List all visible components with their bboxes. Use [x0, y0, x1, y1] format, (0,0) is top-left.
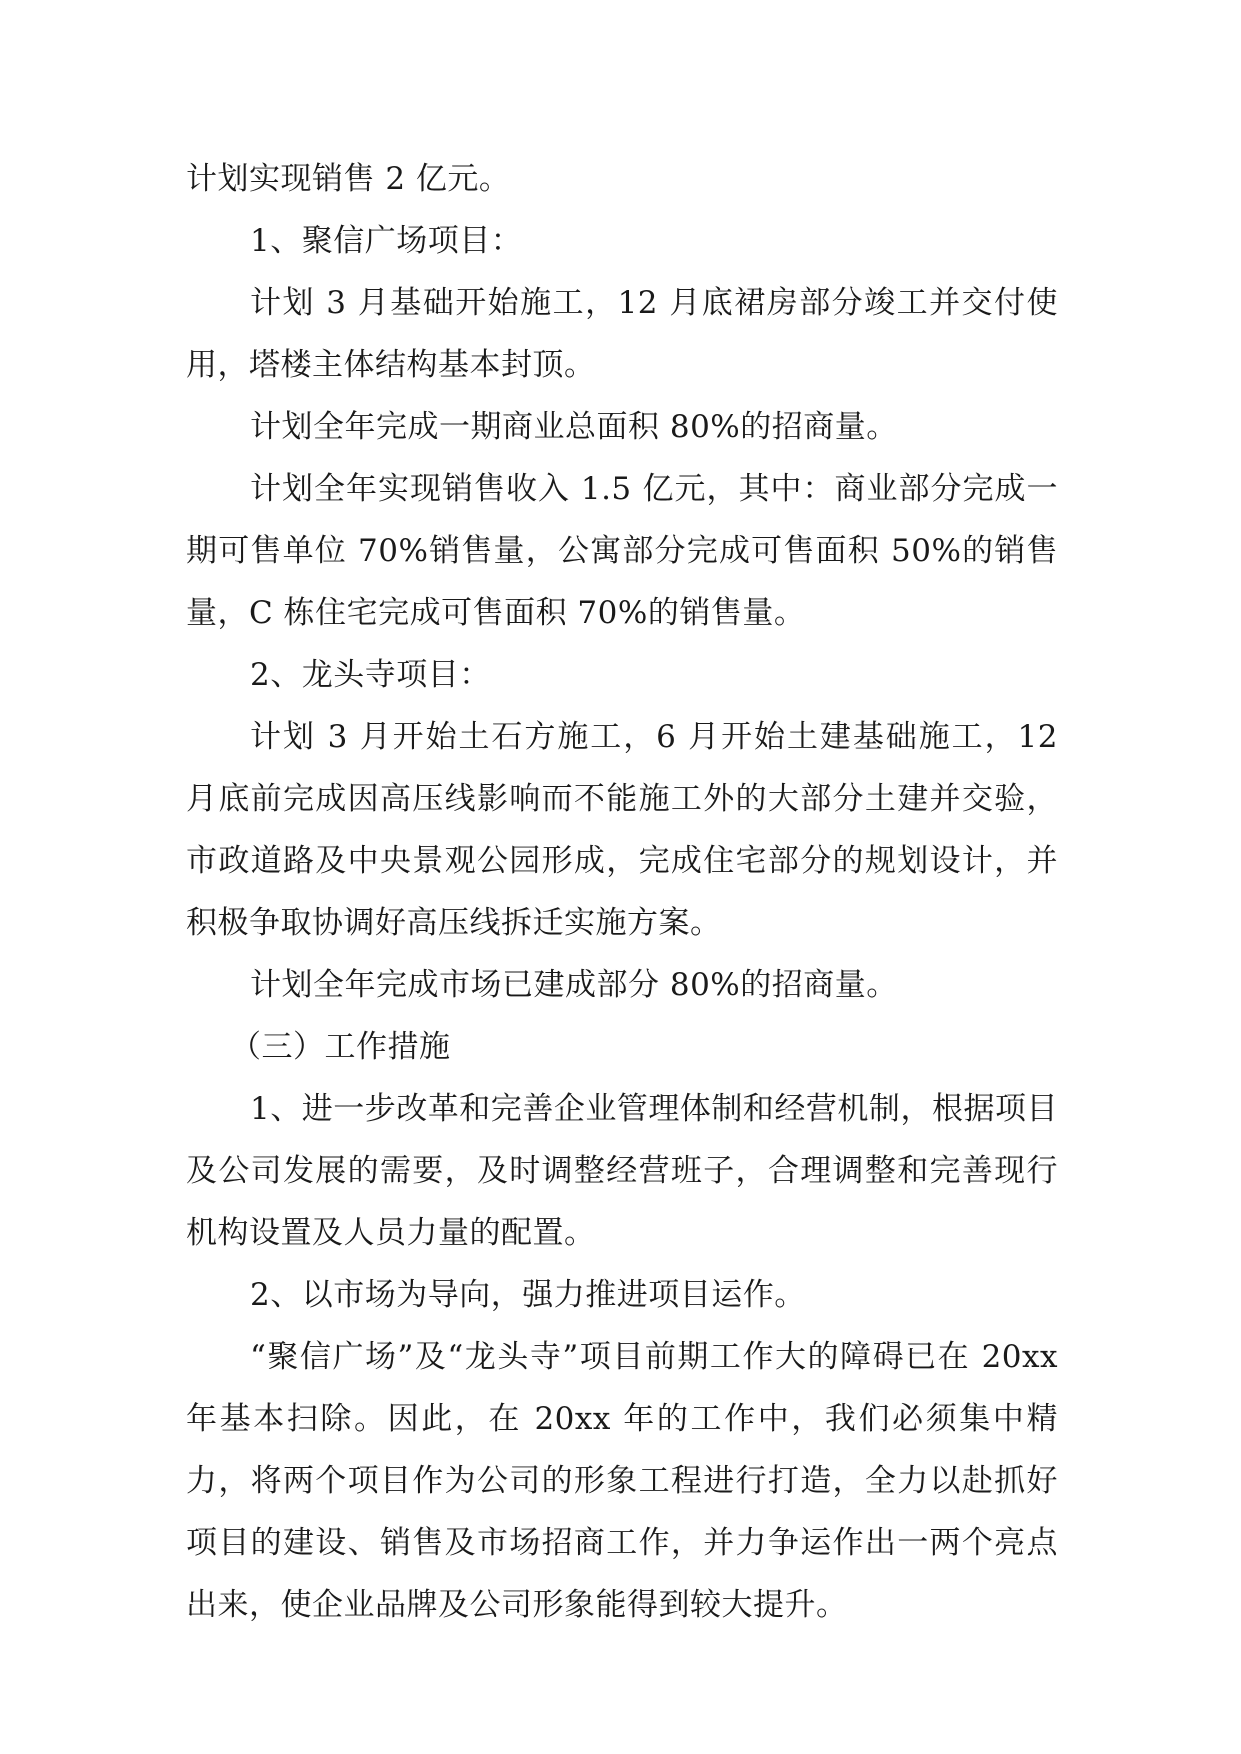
paragraph-sales-target: 计划实现销售 2 亿元。 [186, 161, 511, 197]
paragraph-juxin-construction: 计划 3 月基础开始施工，12 月底裙房部分竣工并交付使用，塔楼主体结构基本封顶。 [186, 285, 1058, 383]
paragraph-measure-2: 2、以市场为导向，强力推进项目运作。 [250, 1277, 806, 1313]
document-body [186, 148, 1058, 1636]
heading-juxin-plaza: 1、聚信广场项目： [250, 223, 523, 259]
paragraph-juxin-sales: 计划全年实现销售收入 1.5 亿元，其中：商业部分完成一期可售单位 70%销售量，公寓部分完成可售面积 50%的销售量，C 栋住宅完成可售面积 70%的销售量。 [186, 471, 1058, 631]
paragraph-longtousi-construction: 计划 3 月开始土石方施工，6 月开始土建基础施工，12 月底前完成因高压线影响而不能施工外的大部分土建并交验，市政道路及中央景观公园形成，完成住宅部分的规划设计，并积极争取协调好高压线拆迁实施方案。 [186, 719, 1058, 941]
paragraph-measure-1: 1、进一步改革和完善企业管理体制和经营机制，根据项目及公司发展的需要，及时调整经营班子，合理调整和完善现行机构设置及人员力量的配置。 [186, 1091, 1058, 1251]
paragraph-longtousi-leasing: 计划全年完成市场已建成部分 80%的招商量。 [250, 967, 898, 1003]
heading-longtousi: 2、龙头寺项目： [250, 657, 491, 693]
paragraph-projects-outlook: “聚信广场”及“龙头寺”项目前期工作大的障碍已在 20xx 年基本扫除。因此，在 20xx 年的工作中，我们必须集中精力，将两个项目作为公司的形象工程进行打造，全力以赴抓好项目的建设、销售及市场招商工作，并力争运作出一两个亮点出来，使企业品牌及公司形象能得到较大提升。 [186, 1339, 1058, 1623]
section-heading-measures: （三）工作措施 [230, 1029, 451, 1065]
paragraph-juxin-leasing: 计划全年完成一期商业总面积 80%的招商量。 [250, 409, 898, 445]
